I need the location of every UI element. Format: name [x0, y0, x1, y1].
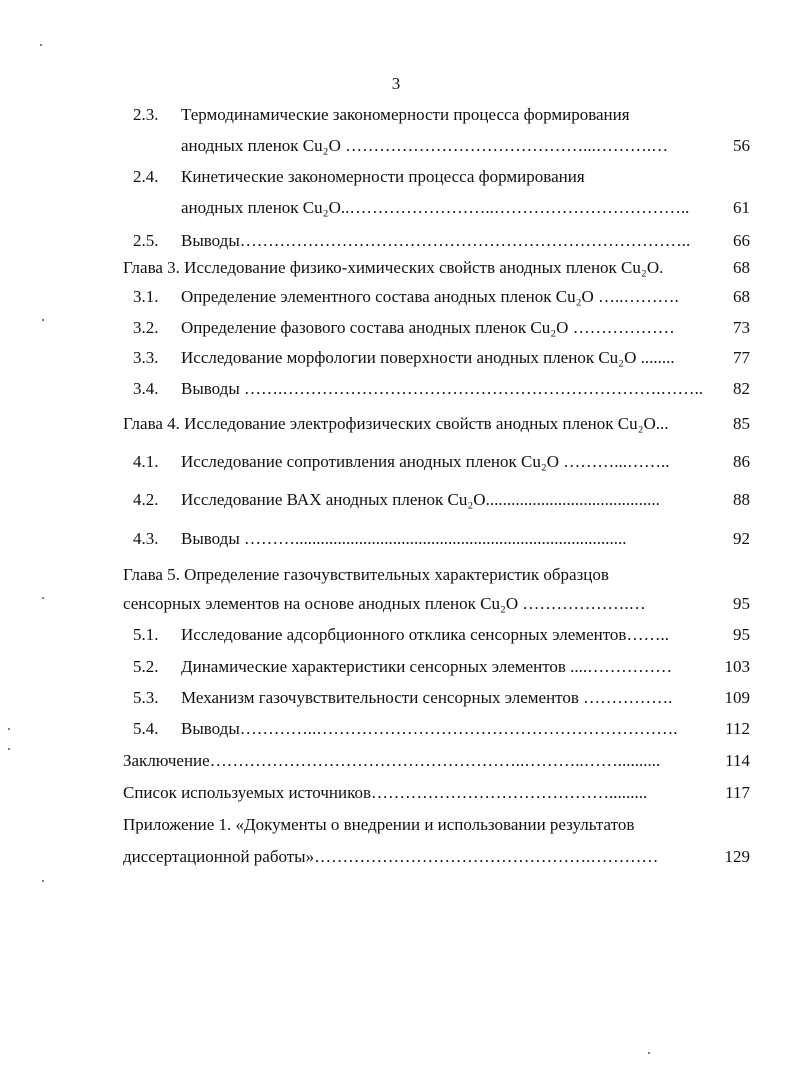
toc-line — [0, 655, 792, 679]
toc-line — [0, 412, 792, 436]
toc-section-number: 5.3. — [133, 688, 159, 707]
toc-entry-text: Выводы …….………………………………………………………….…….. — [181, 379, 704, 398]
toc-page-number: 66 — [733, 231, 750, 250]
toc-entry-text: Механизм газочувствительности сенсорных элементов ……………. — [181, 688, 673, 707]
toc-entry-text: Исследование сопротивления анодных пленок Cu₂O ………...…….. — [181, 452, 670, 471]
toc-entry-text: Выводы ……….............................................................................. — [181, 529, 627, 548]
toc-chapter-text: Заключение………………………………………………..………..…….......... — [123, 751, 661, 770]
toc-page-number: 73 — [733, 318, 750, 337]
scan-speck — [42, 597, 44, 599]
scan-speck — [8, 748, 10, 750]
toc-entry-text: Выводы…………..………………………………………………………. — [181, 719, 678, 738]
toc-chapter-text: сенсорных элементов на основе анодных пленок Cu₂O ……………….… — [123, 594, 646, 613]
toc-page-number: 103 — [724, 657, 750, 676]
toc-entry-text: Динамические характеристики сенсорных элементов ....…………… — [181, 657, 673, 676]
toc-chapter-text: Список используемых источников……………………………………......... — [123, 783, 648, 802]
toc-line — [0, 165, 792, 189]
toc-section-number: 2.4. — [133, 167, 159, 186]
toc-line — [0, 103, 792, 127]
toc-line — [0, 592, 792, 616]
toc-chapter-text: Глава 4. Исследование электрофизических свойств анодных пленок Cu₂O... — [123, 414, 669, 433]
toc-page-number: 109 — [724, 688, 750, 707]
toc-section-number: 2.5. — [133, 231, 159, 250]
toc-entry-text: Термодинамические закономерности процесса формирования — [181, 105, 630, 124]
toc-line — [0, 563, 792, 587]
toc-line — [0, 285, 792, 309]
toc-line — [0, 256, 792, 280]
toc-page-number: 56 — [733, 136, 750, 155]
toc-entry-text: Исследование адсорбционного отклика сенсорных элементов…….. — [181, 625, 669, 644]
toc-line — [0, 845, 792, 869]
scan-speck — [42, 319, 44, 321]
toc-page-number: 88 — [733, 490, 750, 509]
toc-entry-text: анодных пленок Cu₂O..……………………..…………………………….. — [181, 198, 690, 217]
toc-chapter-text: Глава 5. Определение газочувствительных характеристик образцов — [123, 565, 609, 584]
toc-section-number: 5.4. — [133, 719, 159, 738]
toc-chapter-text: Приложение 1. «Документы о внедрении и использовании результатов — [123, 815, 635, 834]
toc-section-number: 4.1. — [133, 452, 159, 471]
scan-speck — [40, 44, 42, 46]
toc-page-number: 77 — [733, 348, 750, 367]
toc-line — [0, 749, 792, 773]
scan-speck — [42, 880, 44, 882]
toc-section-number: 2.3. — [133, 105, 159, 124]
toc-section-number: 5.1. — [133, 625, 159, 644]
scan-speck — [8, 728, 10, 730]
toc-line — [0, 377, 792, 401]
toc-line — [0, 717, 792, 741]
toc-line — [0, 527, 792, 551]
page-number: 3 — [391, 74, 401, 93]
toc-section-number: 4.2. — [133, 490, 159, 509]
toc-page-number: 95 — [733, 625, 750, 644]
toc-section-number: 3.2. — [133, 318, 159, 337]
toc-line — [0, 686, 792, 710]
toc-line — [0, 781, 792, 805]
toc-page-number: 117 — [725, 783, 750, 802]
toc-line — [0, 488, 792, 512]
toc-page-number: 86 — [733, 452, 750, 471]
toc-page-number: 68 — [733, 287, 750, 306]
toc-entry-text: анодных пленок Cu₂O ……………………………………...……….… — [181, 136, 669, 155]
toc-section-number: 3.1. — [133, 287, 159, 306]
toc-section-number: 5.2. — [133, 657, 159, 676]
toc-line — [0, 316, 792, 340]
toc-line — [0, 346, 792, 370]
toc-chapter-text: Глава 3. Исследование физико-химических свойств анодных пленок Cu₂O. — [123, 258, 664, 277]
toc-entry-text: Исследование ВАХ анодных пленок Cu₂O......................................... — [181, 490, 660, 509]
scan-speck — [648, 1052, 650, 1054]
toc-line — [0, 134, 792, 158]
toc-page-number: 85 — [733, 414, 750, 433]
toc-line — [0, 450, 792, 474]
toc-section-number: 3.3. — [133, 348, 159, 367]
toc-section-number: 3.4. — [133, 379, 159, 398]
toc-entry-text: Определение фазового состава анодных пленок Cu₂O ……………… — [181, 318, 675, 337]
toc-page-number: 92 — [733, 529, 750, 548]
toc-page-number: 61 — [733, 198, 750, 217]
toc-line — [0, 229, 792, 253]
toc-line — [0, 623, 792, 647]
toc-line — [0, 196, 792, 220]
toc-entry-text: Кинетические закономерности процесса формирования — [181, 167, 585, 186]
toc-page-number: 112 — [725, 719, 750, 738]
toc-page-number: 68 — [733, 258, 750, 277]
toc-page-number: 95 — [733, 594, 750, 613]
toc-section-number: 4.3. — [133, 529, 159, 548]
toc-page-number: 114 — [725, 751, 750, 770]
toc-entry-text: Выводы…………………………………………………………………….. — [181, 231, 691, 250]
toc-line — [0, 813, 792, 837]
toc-entry-text: Исследование морфологии поверхности анодных пленок Cu₂O ........ — [181, 348, 675, 367]
toc-chapter-text: диссертационной работы»………………………………………….………… — [123, 847, 659, 866]
toc-entry-text: Определение элементного состава анодных пленок Cu₂O …..………. — [181, 287, 679, 306]
toc-page-number: 129 — [724, 847, 750, 866]
toc-page-number: 82 — [733, 379, 750, 398]
